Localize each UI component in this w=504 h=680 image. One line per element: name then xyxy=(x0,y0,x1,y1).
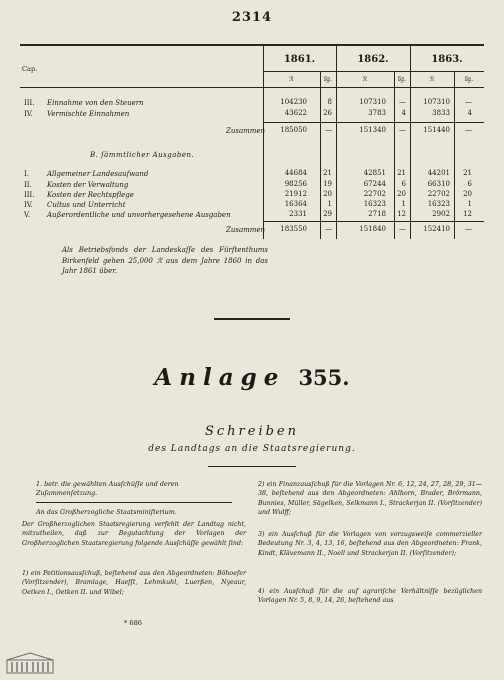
library-building-icon xyxy=(6,652,54,674)
value-cell: 43622 xyxy=(284,109,307,117)
anlage-heading xyxy=(0,364,504,391)
row-label: Kosten der Verwaltung xyxy=(47,181,129,189)
value-cell: 107310 xyxy=(423,98,450,106)
divider xyxy=(208,466,296,467)
value-cell: — xyxy=(465,98,472,106)
addressee: An das Großherzogliche Staatsminiſterium. xyxy=(36,508,177,516)
sum-cell: 151340 xyxy=(359,126,386,134)
footer-mark: * 686 xyxy=(124,619,142,627)
value-cell: 20 xyxy=(397,190,406,198)
anlage-word: Anlage xyxy=(154,364,286,391)
value-cell: 20 xyxy=(463,190,472,198)
value-cell: 6 xyxy=(401,180,406,188)
sum-cell: — xyxy=(465,126,472,134)
row-label: Kosten der Rechtspflege xyxy=(47,191,134,199)
value-cell: 22702 xyxy=(427,190,450,198)
value-cell: 107310 xyxy=(359,98,386,106)
value-cell: 21 xyxy=(463,169,472,177)
value-cell: 2718 xyxy=(368,210,386,218)
value-cell: 3783 xyxy=(368,109,386,117)
value-cell: 12 xyxy=(397,210,406,218)
row-cap: IV. xyxy=(24,110,33,118)
value-cell: 66310 xyxy=(427,180,450,188)
divider xyxy=(36,502,232,503)
list-item-1: 1) ein Petitionsausſchuß, beſtehend aus den Abgeordneten: Böhoefer (Vorſitzender), Bramlage, Haeſſt, Lehmkuhl, Luerßen, Nyeaur, Oetken I., Oetken II. und Wibel; xyxy=(22,570,246,596)
value-cell: 20 xyxy=(323,190,332,198)
value-cell: 67244 xyxy=(363,180,386,188)
value-cell: 2331 xyxy=(289,210,307,218)
value-cell: 16323 xyxy=(427,200,450,208)
sum-label: Zusammen xyxy=(226,127,266,135)
value-cell: 21 xyxy=(397,169,406,177)
sum-cell: — xyxy=(325,225,332,233)
value-cell: 21912 xyxy=(284,190,307,198)
unit-groschen: ſg. xyxy=(323,76,333,83)
row-cap: IV. xyxy=(24,201,33,209)
unit-groschen: ſg. xyxy=(397,76,407,83)
value-cell: 19 xyxy=(323,180,332,188)
document-subtitle: des Landtags an die Staatsregierung. xyxy=(148,444,356,454)
list-item-3: 3) ein Ausſchuß für die Vorlagen von vorzugsweiſe commerzieller Bedeutung Nr. 3, 4, 13, 16, beſtehend aus den Abgeordneten: Frank, Kindt, Klävemann II., Noell und Strackerjan II. (Vorſitzender); xyxy=(258,531,482,557)
sum-cell: 151440 xyxy=(423,126,450,134)
sum-label: Zusammen xyxy=(226,226,266,234)
value-cell: 1 xyxy=(401,200,406,208)
value-cell: 4 xyxy=(401,109,406,117)
sum-cell: 152410 xyxy=(423,225,450,233)
value-cell: 21 xyxy=(323,169,332,177)
sum-cell: 185050 xyxy=(280,126,307,134)
row-cap: III. xyxy=(24,99,35,107)
sum-cell: — xyxy=(399,126,406,134)
row-cap: I. xyxy=(24,170,29,178)
row-label: Außerordentliche und unvorhergesehene Ausgaben xyxy=(47,211,231,219)
value-cell: 8 xyxy=(327,98,332,106)
row-cap: II. xyxy=(24,181,32,189)
unit-thaler: ℛ xyxy=(362,76,368,83)
value-cell: 12 xyxy=(463,210,472,218)
document-title: Schreiben xyxy=(204,424,299,439)
value-cell: 26 xyxy=(323,109,332,117)
row-cap: V. xyxy=(24,211,31,219)
value-cell: 6 xyxy=(467,180,472,188)
year-1863: 1863. xyxy=(431,54,463,65)
value-cell: 44684 xyxy=(284,169,307,177)
value-cell: 98256 xyxy=(284,180,307,188)
value-cell: 29 xyxy=(323,210,332,218)
value-cell: 16364 xyxy=(284,200,307,208)
unit-thaler: ℛ xyxy=(429,76,435,83)
row-label: Einnahme von den Steuern xyxy=(47,99,144,107)
value-cell: 1 xyxy=(327,200,332,208)
list-item-2: 2) ein Finanzausſchuß für die Vorlagen Nr. 6, 12, 24, 27, 28, 29, 31—38, beſtehend aus den Abgeordneten: Ahlhorn, Brader, Brörmann, Bunnies, Müller, Sägelken, Selkmann I., Strackerjan II. (Vorſitzender) und Wulff; xyxy=(258,481,482,517)
body-text: Der Großherzoglichen Staatsregierung verfehlt der Landtag nicht, mitzutheilen, daß zur Begutachtung der Vorlagen der Großherzoglichen Staatsregierung folgende Ausſchüſſe gewählt ſind: xyxy=(22,521,246,547)
year-1862: 1862. xyxy=(357,54,389,65)
row-cap: III. xyxy=(24,191,35,199)
sum-cell: — xyxy=(325,126,332,134)
sum-cell: 183550 xyxy=(280,225,307,233)
anlage-number: 355. xyxy=(298,365,350,390)
divider xyxy=(214,318,290,320)
cap-header: Cap. xyxy=(22,65,38,73)
value-cell: 44201 xyxy=(427,169,450,177)
value-cell: — xyxy=(399,98,406,106)
value-cell: 3833 xyxy=(432,109,450,117)
sum-cell: — xyxy=(399,225,406,233)
value-cell: 22702 xyxy=(363,190,386,198)
value-cell: 2902 xyxy=(432,210,450,218)
item-heading: 1. betr. die gewählten Ausſchüſſe und deren Zuſammenſetzung. xyxy=(36,480,179,497)
list-item-4: 4) ein Ausſchuß für die auf agrariſche Verhältniſſe bezüglichen Vorlagen Nr. 5, 8, 9, 14, 26, beſtehend aus xyxy=(258,588,482,605)
year-1861: 1861. xyxy=(283,54,316,65)
unit-thaler: ℛ xyxy=(289,76,294,83)
unit-groschen: ſg. xyxy=(464,76,474,83)
value-cell: 4 xyxy=(467,109,472,117)
value-cell: 104230 xyxy=(280,98,307,106)
sum-cell: — xyxy=(465,225,472,233)
page-number: 2314 xyxy=(231,10,273,25)
section-b-heading: B. ſämmtlicher Ausgaben. xyxy=(90,151,195,159)
value-cell: 16323 xyxy=(363,200,386,208)
table-note: Als Betriebsfonds der Landeskaſſe des Fürſtenthums Birkenfeld gehen 25,000 ℛ aus dem Jahre 1860 in das Jahr 1861 über. xyxy=(62,246,268,275)
row-label: Cultus und Unterricht xyxy=(47,201,126,209)
row-label: Vermischte Einnahmen xyxy=(47,110,130,118)
sum-cell: 151840 xyxy=(359,225,386,233)
value-cell: 42851 xyxy=(363,169,386,177)
value-cell: 1 xyxy=(467,200,472,208)
row-label: Allgemeiner Landesaufwand xyxy=(47,170,149,178)
